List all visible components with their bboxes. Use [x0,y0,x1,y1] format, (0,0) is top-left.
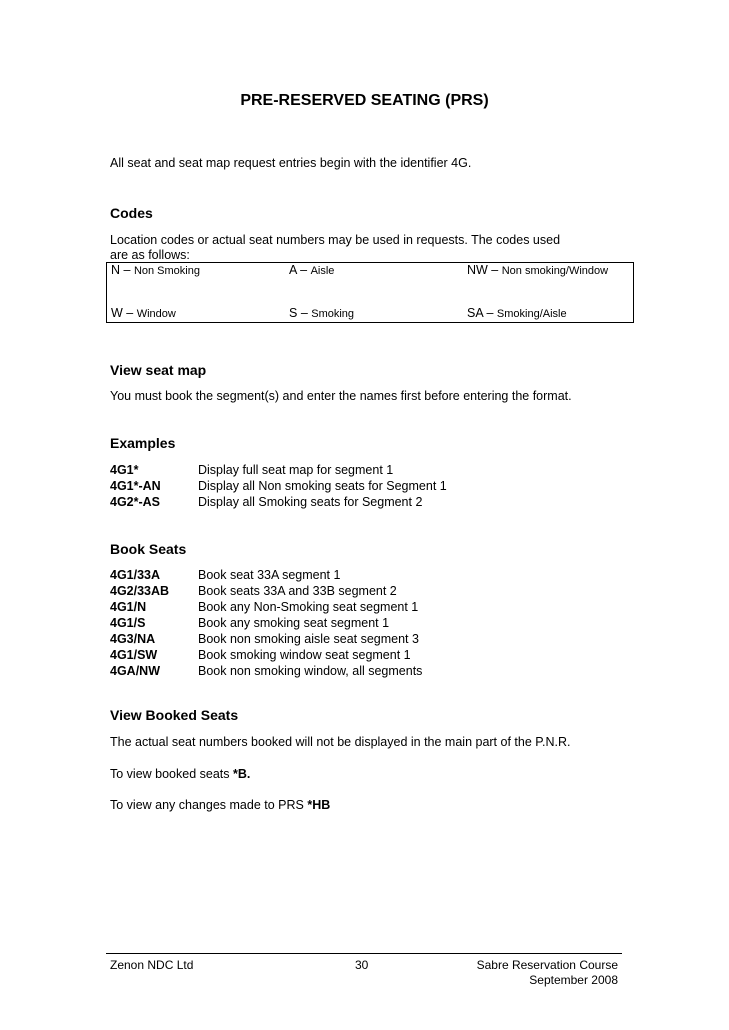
list-item [110,663,422,679]
book-desc: Book seats 33A and 33B segment 2 [198,584,397,598]
book-desc: Book any Non-Smoking seat segment 1 [198,600,419,614]
code-sep: – [483,306,497,320]
code-sep: – [297,306,312,320]
list-item [110,462,447,478]
code-cell [463,282,634,323]
codes-description-line1: Location codes or actual seat numbers may be used in requests. The codes used [110,233,561,247]
code-label: Smoking [311,308,355,320]
code-cell [463,263,634,283]
code-sep: – [296,263,311,277]
footer-divider [106,953,622,954]
view-changes-line [110,798,330,812]
view-booked-line [110,767,250,781]
code-letter: SA [467,306,483,320]
view-booked-command: *B. [233,767,251,781]
view-booked-text: The actual seat numbers booked will not be displayed in the main part of the P.N.R. [110,735,571,749]
code-sep: – [120,263,134,277]
code-label: Smoking/Aisle [496,308,567,320]
book-desc: Book seat 33A segment 1 [198,568,341,582]
list-item [110,478,447,494]
book-code: 4G2/33AB [110,584,170,598]
book-code: 4G1/SW [110,648,158,662]
code-letter: A [289,263,297,277]
code-label: Non smoking/Window [501,265,609,277]
book-code: 4G3/NA [110,632,156,646]
examples-list [110,462,447,510]
list-item [110,631,422,647]
book-code: 4G1/S [110,616,146,630]
code-label: Non Smoking [133,265,200,277]
footer-company: Zenon NDC Ltd [110,958,194,972]
page-title: PRE-RESERVED SEATING (PRS) [240,92,489,109]
example-desc: Display all Non smoking seats for Segment 1 [198,479,447,493]
code-letter: N [111,263,121,277]
view-changes-prefix: To view any changes made to PRS [110,798,308,812]
code-cell [285,282,463,323]
code-letter: W [111,306,123,320]
footer-course [400,958,618,988]
list-item [110,647,422,663]
view-changes-command: *HB [307,798,331,812]
view-booked-prefix: To view booked seats [110,767,233,781]
view-seat-map-heading: View seat map [110,362,207,378]
example-desc: Display full seat map for segment 1 [198,463,394,477]
book-code: 4G1/33A [110,568,161,582]
footer-course-date: September 2008 [529,973,618,987]
list-item [110,615,422,631]
list-item [110,599,422,615]
book-desc: Book any smoking seat segment 1 [198,616,390,630]
list-item [110,494,447,510]
intro-text: All seat and seat map request entries begin with the identifier 4G. [110,156,472,170]
view-booked-heading: View Booked Seats [110,707,239,723]
book-desc: Book smoking window seat segment 1 [198,648,411,662]
codes-table [106,262,634,323]
list-item [110,583,422,599]
code-cell [107,282,286,323]
codes-row [107,263,634,283]
example-desc: Display all Smoking seats for Segment 2 [198,495,423,509]
book-seats-heading: Book Seats [110,541,187,557]
code-letter: S [289,306,298,320]
view-seat-map-text: You must book the segment(s) and enter the names first before entering the format. [110,389,572,403]
book-code: 4G1/N [110,600,147,614]
footer-page-number: 30 [355,958,369,972]
example-code: 4G1* [110,463,139,477]
examples-heading: Examples [110,435,176,451]
code-letter: NW [467,263,488,277]
example-code: 4G2*-AS [110,495,161,509]
book-desc: Book non smoking aisle seat segment 3 [198,632,419,646]
codes-description-line2: are as follows: [110,248,190,262]
list-item [110,567,422,583]
code-label: Window [136,308,176,320]
code-cell [285,263,463,283]
book-desc: Book non smoking window, all segments [198,664,423,678]
code-sep: – [122,306,137,320]
example-code: 4G1*-AN [110,479,161,493]
code-label: Aisle [310,265,335,277]
footer-course-name: Sabre Reservation Course [476,958,618,972]
code-cell [107,263,286,283]
book-code: 4GA/NW [110,664,160,678]
codes-row [107,282,634,323]
book-seats-list [110,567,422,679]
codes-description [110,233,560,263]
codes-heading: Codes [110,205,153,221]
code-sep: – [487,263,502,277]
